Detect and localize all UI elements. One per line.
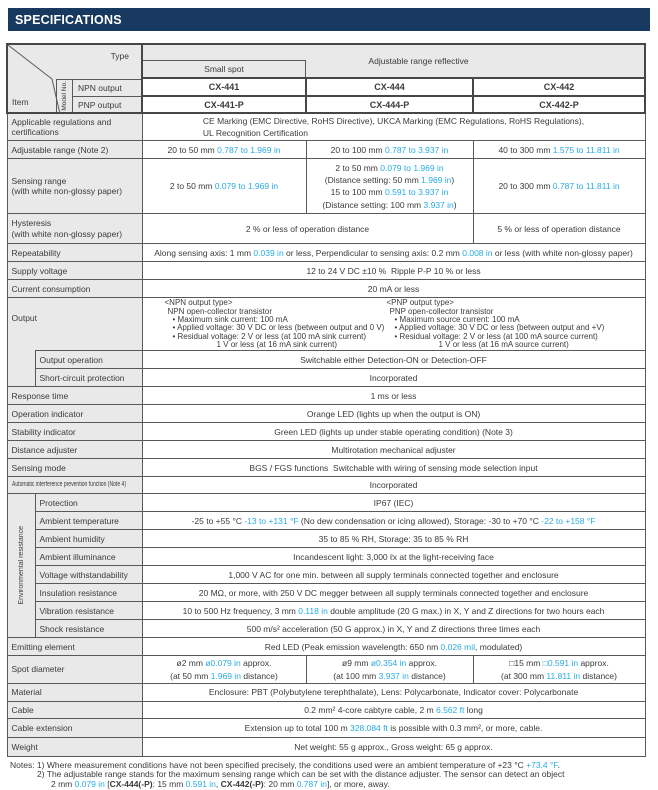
- spec-cell: 2 to 50 mm 0.079 to 1.969 in: [142, 159, 306, 214]
- spec-cell: CE Marking (EMC Directive, RoHS Directive), UKCA Marking (EMC Regulations, RoHS Regulations), UL Recognition Certification: [142, 113, 645, 141]
- table-row: [7, 512, 645, 530]
- table-row: [7, 656, 645, 683]
- spec-cell: Green LED (lights up under stable operating condition) (Note 3): [142, 423, 645, 441]
- row-label: Distance adjuster: [7, 441, 142, 459]
- table-row: [7, 262, 645, 280]
- row-label: Response time: [7, 387, 142, 405]
- model-cell: CX-442: [473, 78, 645, 96]
- spec-cell: Multirotation mechanical adjuster: [142, 441, 645, 459]
- section-title: SPECIFICATIONS: [15, 12, 122, 27]
- table-row: [7, 584, 645, 602]
- env-resistance-group-label: Environmental resistance: [7, 494, 35, 638]
- row-label: Operation indicator: [7, 405, 142, 423]
- spec-cell: Extension up to total 100 m 328.084 ft is possible with 0.3 mm², or more, cable.: [142, 718, 645, 737]
- spec-cell: Incorporated: [142, 477, 645, 494]
- row-label: Sensing mode: [7, 459, 142, 477]
- row-label-group: Output: [7, 298, 35, 387]
- item-axis-label: Item: [12, 97, 29, 107]
- footnotes: Notes: 1) Where measurement conditions have not been specified precisely, the conditions used were an ambient temperature of +23 °C +73.4 °F. 2) The adjustable range stands for the maximum sensing range which can be set with the distance adjuster. The sensor can detect an object 2 mm 0.079 in [CX-444(-P): 15 mm 0.591 in, CX-442(-P): 20 mm 0.787 in], or more, away.: [10, 759, 565, 789]
- table-row: [7, 718, 645, 737]
- spec-cell: 20 to 50 mm 0.787 to 1.969 in: [142, 141, 306, 159]
- model-cell: CX-441-P: [142, 96, 306, 113]
- row-label: Automatic interference prevention function (Note 4): [7, 477, 142, 494]
- spec-cell: Incandescent light: 3,000 ℓx at the light-receiving face: [142, 548, 645, 566]
- row-label: Hysteresis (with white non-glossy paper): [7, 214, 142, 244]
- row-label: Material: [7, 683, 142, 701]
- row-sublabel: Vibration resistance: [35, 602, 142, 620]
- row-label: Applicable regulations and certifications: [7, 113, 142, 141]
- row-label: Current consumption: [7, 280, 142, 298]
- row-label: Adjustable range (Note 2): [7, 141, 142, 159]
- spec-cell: Orange LED (lights up when the output is ON): [142, 405, 645, 423]
- row-label: Emitting element: [7, 638, 142, 656]
- spec-cell: 20 MΩ, or more, with 250 V DC megger between all supply terminals connected together and enclosure: [142, 584, 645, 602]
- model-no-label: Model No.: [61, 81, 68, 111]
- table-row: [7, 369, 645, 387]
- table-row: [7, 620, 645, 638]
- table-row: [7, 113, 645, 141]
- table-row: [7, 566, 645, 584]
- table-row: [7, 141, 645, 159]
- section-header: [8, 8, 650, 31]
- spec-cell: ø9 mm ø0.354 in approx. (at 100 mm 3.937 in distance): [306, 656, 473, 683]
- row-sublabel: Voltage withstandability: [35, 566, 142, 584]
- spec-cell: 40 to 300 mm 1.575 to 11.811 in: [473, 141, 645, 159]
- model-cell: CX-442-P: [473, 96, 645, 113]
- label-spacer: [35, 298, 142, 351]
- table-row: [7, 548, 645, 566]
- table-row: [7, 459, 645, 477]
- row-sublabel: Output operation: [35, 351, 142, 369]
- table-row: [7, 683, 645, 701]
- table-row: [7, 244, 645, 262]
- spec-cell: [142, 298, 645, 351]
- table-row: [7, 214, 645, 244]
- table-corner-cell: [7, 44, 142, 113]
- type-adjustable-range-reflective: Adjustable range reflective: [368, 56, 469, 66]
- row-sublabel: Protection: [35, 494, 142, 512]
- table-row: [7, 602, 645, 620]
- spec-cell: 1,000 V AC for one min. between all supply terminals connected together and enclosure: [142, 566, 645, 584]
- table-row: [7, 387, 645, 405]
- spec-cell: 1 ms or less: [142, 387, 645, 405]
- spec-cell: 2 to 50 mm 0.079 to 1.969 in (Distance setting: 50 mm 1.969 in) 15 to 100 mm 0.591 to 3.937 in (Distance setting: 100 mm 3.937 in): [306, 159, 473, 214]
- spec-cell: 500 m/s² acceleration (50 G approx.) in X, Y and Z directions three times each: [142, 620, 645, 638]
- spec-cell: 5 % or less of operation distance: [473, 214, 645, 244]
- spec-cell: Incorporated: [142, 369, 645, 387]
- spec-cell: 10 to 500 Hz frequency, 3 mm 0.118 in double amplitude (20 G max.) in X, Y and Z directions for two hours each: [142, 602, 645, 620]
- spec-cell: 35 to 85 % RH, Storage: 35 to 85 % RH: [142, 530, 645, 548]
- model-cell: CX-444: [306, 78, 473, 96]
- table-row: [7, 159, 645, 214]
- row-label: Repeatability: [7, 244, 142, 262]
- table-row: [7, 280, 645, 298]
- type-small-spot: Small spot: [143, 60, 306, 77]
- spec-cell: 0.2 mm² 4-core cabtyre cable, 2 m 6.562 ft long: [142, 701, 645, 718]
- pnp-output-spec: <PNP output type> PNP open-collector transistor • Maximum source current: 100 mA • Applied voltage: 30 V DC or less (between output and +V) • Residual voltage: 2 V or less (at 100 mA source current) 1 V or less (at 16 mA source current): [386, 298, 605, 350]
- row-sublabel: Shock resistance: [35, 620, 142, 638]
- table-row: [7, 494, 645, 512]
- spec-cell: IP67 (IEC): [142, 494, 645, 512]
- table-row: [7, 405, 645, 423]
- spec-cell: □15 mm □0.591 in approx. (at 300 mm 11.811 in distance): [473, 656, 645, 683]
- row-label: Cable extension: [7, 718, 142, 737]
- table-row: [7, 423, 645, 441]
- model-cell: CX-444-P: [306, 96, 473, 113]
- pnp-output-label: PNP output: [78, 99, 122, 110]
- spec-cell: Red LED (Peak emission wavelength: 650 nm 0.026 mil, modulated): [142, 638, 645, 656]
- row-sublabel: Ambient humidity: [35, 530, 142, 548]
- table-row: [7, 441, 645, 459]
- type-axis-label: Type: [110, 51, 129, 61]
- pnp-output-cell: [72, 96, 141, 112]
- spec-cell: 20 to 100 mm 0.787 to 3.937 in: [306, 141, 473, 159]
- spec-cell: Net weight: 55 g approx., Gross weight: 65 g approx.: [142, 737, 645, 756]
- type-header-row: [142, 44, 645, 78]
- row-label: Cable: [7, 701, 142, 718]
- row-label: Supply voltage: [7, 262, 142, 280]
- table-row: [7, 638, 645, 656]
- row-label: Weight: [7, 737, 142, 756]
- table-row: [7, 701, 645, 718]
- spec-cell: Along sensing axis: 1 mm 0.039 in or less, Perpendicular to sensing axis: 0.2 mm 0.008 in or less (with white non-glossy paper): [142, 244, 645, 262]
- spec-cell: 2 % or less of operation distance: [142, 214, 473, 244]
- row-label: Sensing range (with white non-glossy paper): [7, 159, 142, 214]
- table-row: [7, 298, 645, 351]
- row-label: Spot diameter: [7, 656, 142, 683]
- spec-cell: ø2 mm ø0.079 in approx. (at 50 mm 1.969 in distance): [142, 656, 306, 683]
- npn-output-cell: [72, 79, 141, 96]
- table-row: [7, 530, 645, 548]
- npn-output-label: NPN output: [78, 83, 122, 93]
- model-cell: CX-441: [142, 78, 306, 96]
- row-sublabel: Short-circuit protection: [35, 369, 142, 387]
- model-no-cell: [56, 79, 72, 112]
- spec-cell: -25 to +55 °C -13 to +131 °F (No dew condensation or icing allowed), Storage: -30 to +70 °C -22 to +158 °F: [142, 512, 645, 530]
- spec-cell: Enclosure: PBT (Polybutylene terephthalate), Lens: Polycarbonate, Indicator cover: Polycarbonate: [142, 683, 645, 701]
- spec-cell: BGS / FGS functions Switchable with wiring of sensing mode selection input: [142, 459, 645, 477]
- specifications-table: [6, 43, 646, 757]
- spec-cell: 20 mA or less: [142, 280, 645, 298]
- spec-cell: Switchable either Detection-ON or Detection-OFF: [142, 351, 645, 369]
- row-label: Stability indicator: [7, 423, 142, 441]
- spec-cell: 20 to 300 mm 0.787 to 11.811 in: [473, 159, 645, 214]
- row-sublabel: Insulation resistance: [35, 584, 142, 602]
- row-sublabel: Ambient temperature: [35, 512, 142, 530]
- row-sublabel: Ambient illuminance: [35, 548, 142, 566]
- npn-output-spec: <NPN output type> NPN open-collector transistor • Maximum sink current: 100 mA • Applied voltage: 30 V DC or less (between output and 0 V) • Residual voltage: 2 V or less (at 100 mA sink current) 1 V or less (at 16 mA sink current): [164, 298, 385, 350]
- table-row: [7, 351, 645, 369]
- table-row: [7, 737, 645, 756]
- spec-cell: 12 to 24 V DC ±10 % Ripple P-P 10 % or less: [142, 262, 645, 280]
- table-row: [7, 477, 645, 494]
